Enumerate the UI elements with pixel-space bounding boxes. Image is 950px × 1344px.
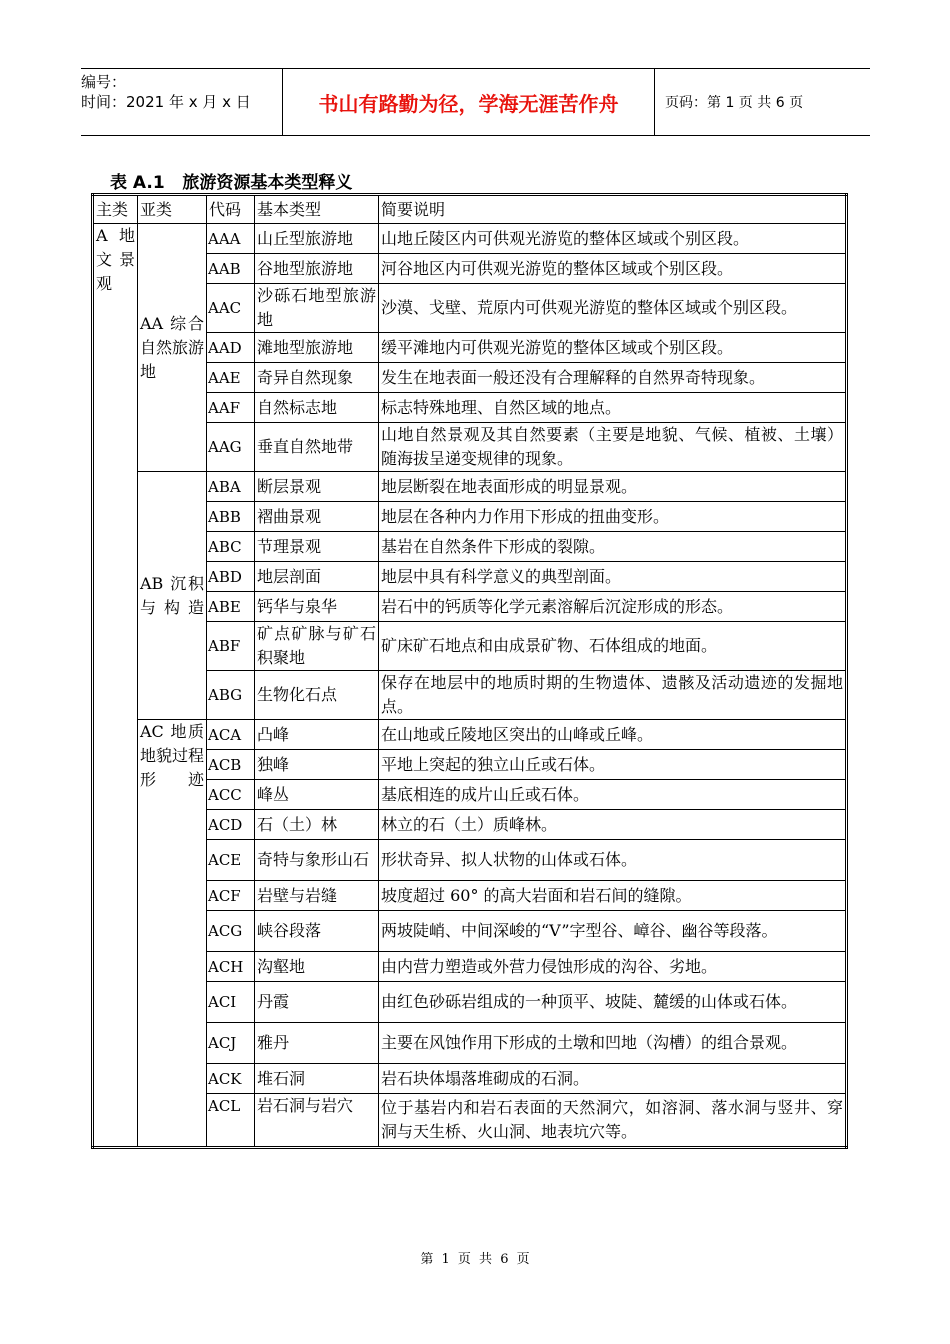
table-row [93, 982, 847, 1023]
type-cell: 山丘型旅游地 [255, 224, 379, 254]
header-cell: 简要说明 [379, 195, 847, 224]
type-cell: 奇异自然现象 [255, 363, 379, 393]
type-cell: 垂直自然地带 [255, 423, 379, 472]
header-meta [81, 69, 283, 135]
desc-cell: 缓平滩地内可供观光游览的整体区域或个别区段。 [379, 333, 847, 363]
code-cell: AAA [207, 224, 255, 254]
code-cell: AAD [207, 333, 255, 363]
table-row [93, 720, 847, 750]
desc-cell: 主要在风蚀作用下形成的土墩和凹地（沟槽）的组合景观。 [379, 1023, 847, 1064]
table-row [93, 532, 847, 562]
type-cell: 滩地型旅游地 [255, 333, 379, 363]
code-cell: ACB [207, 750, 255, 780]
code-cell: ACH [207, 952, 255, 982]
motto: 书山有路勤为径，学海无涯苦作舟 [283, 69, 655, 135]
type-cell: 自然标志地 [255, 393, 379, 423]
desc-cell: 基底相连的成片山丘或石体。 [379, 780, 847, 810]
type-cell: 沟壑地 [255, 952, 379, 982]
desc-cell: 沙漠、戈壁、荒原内可供观光游览的整体区域或个别区段。 [379, 284, 847, 333]
type-cell: 断层景观 [255, 472, 379, 502]
code-cell: ABC [207, 532, 255, 562]
type-cell: 谷地型旅游地 [255, 254, 379, 284]
number-label: 编号： [81, 73, 127, 91]
type-cell: 奇特与象形山石 [255, 840, 379, 881]
desc-cell: 山地丘陵区内可供观光游览的整体区域或个别区段。 [379, 224, 847, 254]
resource-type-table [91, 193, 848, 1149]
desc-cell: 在山地或丘陵地区突出的山峰或丘峰。 [379, 720, 847, 750]
desc-cell: 平地上突起的独立山丘或石体。 [379, 750, 847, 780]
code-cell: ACE [207, 840, 255, 881]
code-cell: AAB [207, 254, 255, 284]
desc-cell: 地层在各种内力作用下形成的扭曲变形。 [379, 502, 847, 532]
header-row [93, 195, 847, 224]
desc-cell: 标志特殊地理、自然区域的地点。 [379, 393, 847, 423]
table-row [93, 363, 847, 393]
table-row [93, 952, 847, 982]
table-row [93, 1094, 847, 1148]
code-cell: ACF [207, 881, 255, 911]
table-row [93, 284, 847, 333]
code-cell: AAC [207, 284, 255, 333]
type-cell: 岩石洞与岩穴 [255, 1094, 379, 1148]
code-cell: ABB [207, 502, 255, 532]
code-cell: ACC [207, 780, 255, 810]
desc-cell: 地层中具有科学意义的典型剖面。 [379, 562, 847, 592]
table-row [93, 780, 847, 810]
code-cell: ACA [207, 720, 255, 750]
desc-cell: 由内营力塑造或外营力侵蚀形成的沟谷、劣地。 [379, 952, 847, 982]
table-row [93, 423, 847, 472]
code-cell: ACG [207, 911, 255, 952]
page-header [81, 68, 870, 136]
type-cell: 地层剖面 [255, 562, 379, 592]
code-cell: AAG [207, 423, 255, 472]
desc-cell: 由红色砂砾岩组成的一种顶平、坡陡、麓缓的山体或石体。 [379, 982, 847, 1023]
code-cell: ABE [207, 592, 255, 622]
desc-cell: 山地自然景观及其自然要素（主要是地貌、气候、植被、土壤）随海拔呈递变规律的现象。 [379, 423, 847, 472]
type-cell: 雅丹 [255, 1023, 379, 1064]
code-cell: ACL [207, 1094, 255, 1148]
page-footer: 第 1 页 共 6 页 [420, 1252, 530, 1267]
type-cell: 岩壁与岩缝 [255, 881, 379, 911]
type-cell: 褶曲景观 [255, 502, 379, 532]
desc-cell: 岩石中的钙质等化学元素溶解后沉淀形成的形态。 [379, 592, 847, 622]
desc-cell: 两坡陡峭、中间深峻的“V”字型谷、嶂谷、幽谷等段落。 [379, 911, 847, 952]
subclass-cell: AB 沉积与构造 [138, 472, 207, 720]
table-row [93, 333, 847, 363]
type-cell: 独峰 [255, 750, 379, 780]
table-row [93, 224, 847, 254]
desc-cell: 位于基岩内和岩石表面的天然洞穴，如溶洞、落水洞与竖井、穿洞与天生桥、火山洞、地表坑穴等。 [379, 1094, 847, 1148]
desc-cell: 保存在地层中的地质时期的生物遗体、遗骸及活动遗迹的发掘地点。 [379, 671, 847, 720]
desc-cell: 坡度超过 60° 的高大岩面和岩石间的缝隙。 [379, 881, 847, 911]
table-row [93, 750, 847, 780]
subclass-cell: AC 地质地貌过程形迹 [138, 720, 207, 1148]
type-cell: 堆石洞 [255, 1064, 379, 1094]
type-cell: 石（土）林 [255, 810, 379, 840]
table-row [93, 472, 847, 502]
type-cell: 沙砾石地型旅游地 [255, 284, 379, 333]
type-cell: 凸峰 [255, 720, 379, 750]
desc-cell: 形状奇异、拟人状物的山体或石体。 [379, 840, 847, 881]
code-cell: ACK [207, 1064, 255, 1094]
table-row [93, 810, 847, 840]
table-row [93, 562, 847, 592]
table-row [93, 393, 847, 423]
type-cell: 峰丛 [255, 780, 379, 810]
subclass-cell: AA 综合自然旅游地 [138, 224, 207, 472]
table-row [93, 911, 847, 952]
main-class-cell: A 地文景观 [93, 224, 138, 1148]
desc-cell: 林立的石（土）质峰林。 [379, 810, 847, 840]
type-cell: 丹霞 [255, 982, 379, 1023]
code-cell: ACD [207, 810, 255, 840]
code-cell: AAF [207, 393, 255, 423]
type-cell: 峡谷段落 [255, 911, 379, 952]
desc-cell: 基岩在自然条件下形成的裂隙。 [379, 532, 847, 562]
code-cell: ACJ [207, 1023, 255, 1064]
code-cell: ABA [207, 472, 255, 502]
table-row [93, 502, 847, 532]
table-row [93, 840, 847, 881]
table-row [93, 1064, 847, 1094]
header-cell: 代码 [207, 195, 255, 224]
type-cell: 节理景观 [255, 532, 379, 562]
type-cell: 钙华与泉华 [255, 592, 379, 622]
desc-cell: 矿床矿石地点和由成景矿物、石体组成的地面。 [379, 622, 847, 671]
header-cell: 亚类 [138, 195, 207, 224]
table-row [93, 671, 847, 720]
code-cell: ACI [207, 982, 255, 1023]
header-cell: 主类 [93, 195, 138, 224]
desc-cell: 岩石块体塌落堆砌成的石洞。 [379, 1064, 847, 1094]
header-cell: 基本类型 [255, 195, 379, 224]
code-cell: AAE [207, 363, 255, 393]
table-row [93, 592, 847, 622]
code-cell: ABD [207, 562, 255, 592]
table-row [93, 622, 847, 671]
table-row [93, 254, 847, 284]
desc-cell: 地层断裂在地表面形成的明显景观。 [379, 472, 847, 502]
table-row [93, 881, 847, 911]
code-cell: ABG [207, 671, 255, 720]
desc-cell: 发生在地表面一般还没有合理解释的自然界奇特现象。 [379, 363, 847, 393]
table-caption: 表 A.1 旅游资源基本类型释义 [110, 173, 353, 193]
page-info: 页码：第 1 页 共 6 页 [665, 95, 804, 111]
type-cell: 矿点矿脉与矿石积聚地 [255, 622, 379, 671]
date-label: 时间：2021 年 x 月 x 日 [81, 93, 251, 111]
table-row [93, 1023, 847, 1064]
code-cell: ABF [207, 622, 255, 671]
type-cell: 生物化石点 [255, 671, 379, 720]
desc-cell: 河谷地区内可供观光游览的整体区域或个别区段。 [379, 254, 847, 284]
